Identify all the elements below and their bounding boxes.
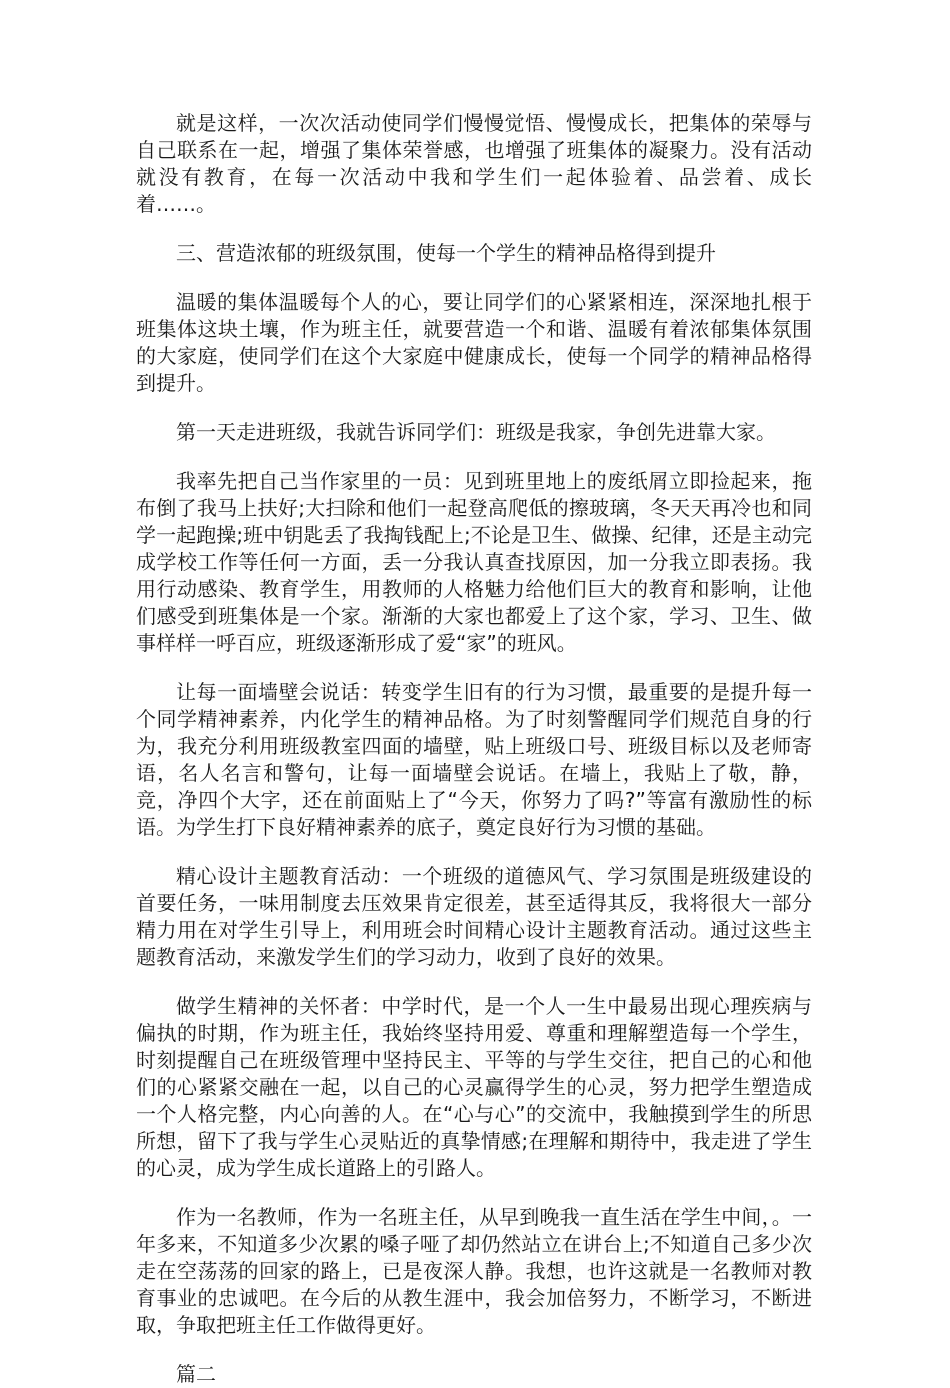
document-body xyxy=(136,110,812,1388)
section-label-part-two: 篇二 xyxy=(176,1362,216,1386)
paragraph-walls-speak: 让每一面墙壁会说话：转变学生旧有的行为习惯，最重要的是提升每一个同学精神素养，内化学生的精神品格。为了时刻警醒同学们规范自身的行为，我充分利用班级教室四面的墙壁，贴上班级口号、班级目标以及老师寄语，名人名言和警句，让每一面墙壁会说话。在墙上，我贴上了敬，静，竞，净四个大字，还在前面贴上了“今天，你努力了吗?”等富有激励性的标语。为学生打下良好精神素养的底子，奠定良好行为习惯的基础。 xyxy=(136,680,812,839)
paragraph-warm-collective: 温暖的集体温暖每个人的心，要让同学们的心紧紧相连，深深地扎根于班集体这块土壤，作为班主任，就要营造一个和谐、温暖有着浓郁集体氛围的大家庭，使同学们在这个大家庭中健康成长，使每一个同学的精神品格得到提升。 xyxy=(136,290,812,395)
paragraph-spiritual-care: 做学生精神的关怀者：中学时代，是一个人一生中最易出现心理疾病与偏执的时期，作为班主任，我始终坚持用爱、尊重和理解塑造每一个学生，时刻提醒自己在班级管理中坚持民主、平等的与学生交往，把自己的心和他们的心紧紧交融在一起，以自己的心灵赢得学生的心灵，努力把学生塑造成一个人格完整，内心向善的人。在“心与心”的交流中，我触摸到学生的所思所想，留下了我与学生心灵贴近的真挚情感;在理解和期待中，我走进了学生的心灵，成为学生成长道路上的引路人。 xyxy=(136,994,812,1180)
paragraph-activities-summary: 就是这样，一次次活动使同学们慢慢觉悟、慢慢成长，把集体的荣辱与自己联系在一起，增强了集体荣誉感，也增强了班集体的凝聚力。没有活动就没有教育，在每一次活动中我和学生们一起体验着、品尝着、成长着……。 xyxy=(136,111,812,216)
paragraph-teacher-dedication: 作为一名教师，作为一名班主任，从早到晚我一直生活在学生中间，。一年多来，不知道多少次累的嗓子哑了却仍然站立在讲台上;不知道自己多少次走在空荡荡的回家的路上，已是夜深人静。我想，也许这就是一名教师对教育事业的忠诚吧。在今后的从教生涯中，我会加倍努力，不断学习，不断进取，争取把班主任工作做得更好。 xyxy=(136,1205,812,1337)
paragraph-lead-by-example: 我率先把自己当作家里的一员：见到班里地上的废纸屑立即捡起来，拖布倒了我马上扶好;大扫除和他们一起登高爬低的擦玻璃，冬天天再冷也和同学一起跑操;班中钥匙丢了我掏钱配上;不论是卫生、做操、纪律，还是主动完成学校工作等任何一方面，丢一分我认真查找原因，加一分我立即表扬。我用行动感染、教育学生，用教师的人格魅力给他们巨大的教育和影响，让他们感受到班集体是一个家。渐渐的大家也都爱上了这个家，学习、卫生、做事样样一呼百应，班级逐渐形成了爱“家”的班风。 xyxy=(136,469,812,655)
paragraph-first-day: 第一天走进班级，我就告诉同学们：班级是我家，争创先进靠大家。 xyxy=(176,420,776,444)
section-heading-class-atmosphere: 三、营造浓郁的班级氛围，使每一个学生的精神品格得到提升 xyxy=(176,241,716,265)
paragraph-theme-activities: 精心设计主题教育活动：一个班级的道德风气、学习氛围是班级建设的首要任务，一味用制度去压效果肯定很差，甚至适得其反，我将很大一部分精力用在对学生引导上，利用班会时间精心设计主题教育活动。通过这些主题教育活动，来激发学生们的学习动力，收到了良好的效果。 xyxy=(136,864,812,969)
